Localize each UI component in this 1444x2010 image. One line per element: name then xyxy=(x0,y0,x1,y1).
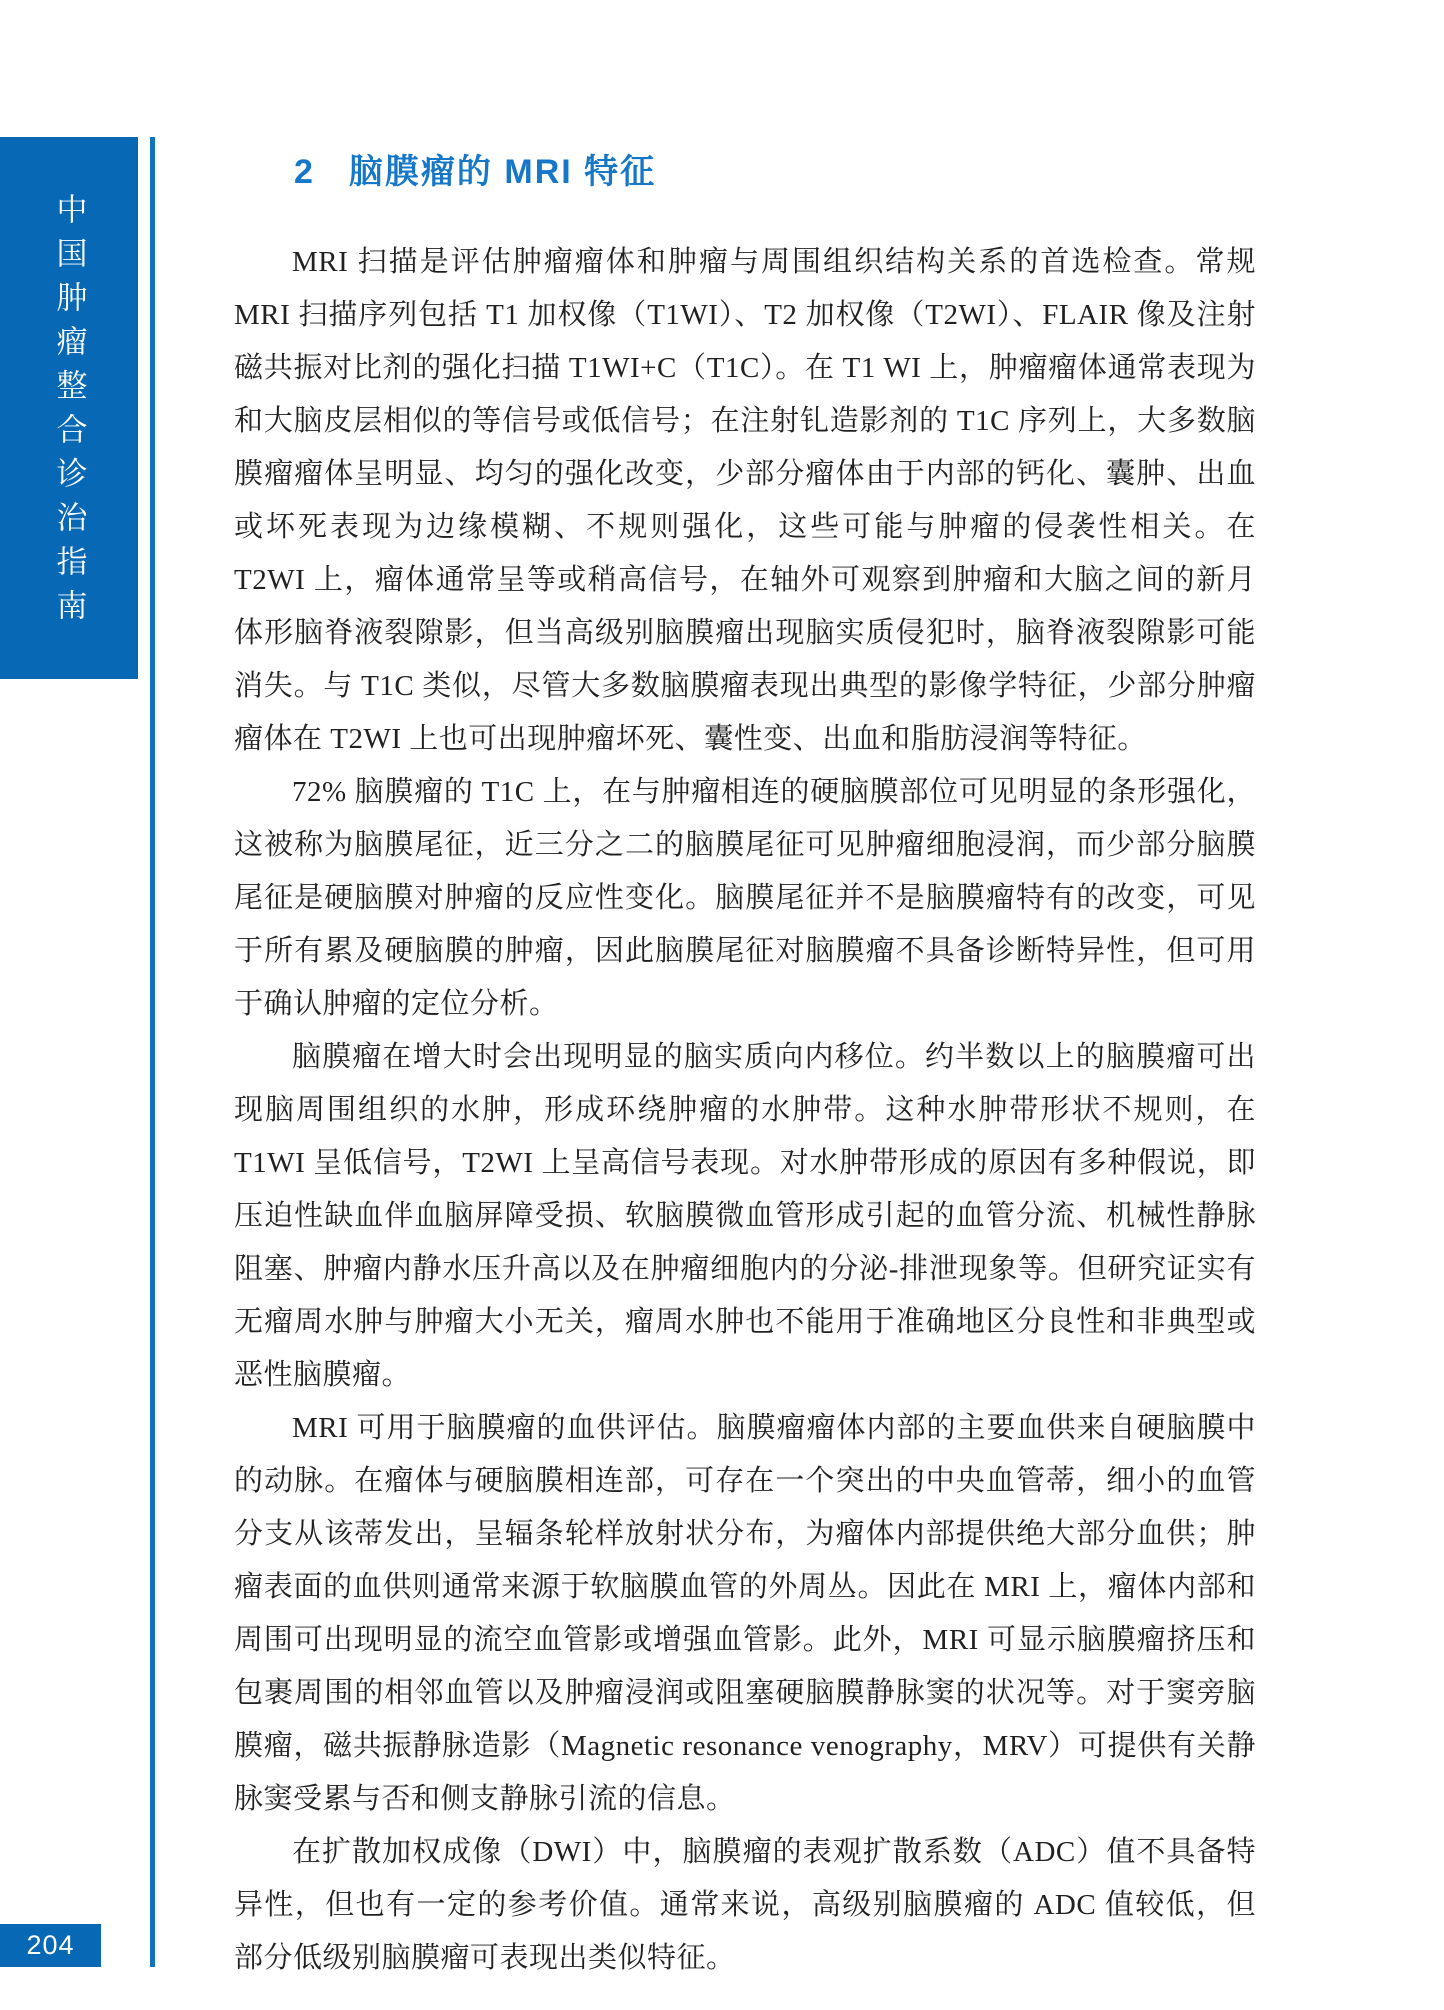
body-text xyxy=(234,236,1256,1985)
book-title-vertical: 中国肿瘤整合诊治指南 xyxy=(51,193,87,633)
divider-line xyxy=(150,137,155,1967)
paragraph: MRI 可用于脑膜瘤的血供评估。脑膜瘤瘤体内部的主要血供来自硬脑膜中的动脉。在瘤体与硬脑膜相连部，可存在一个突出的中央血管蒂，细小的血管分支从该蒂发出，呈辐条轮样放射状分布，为瘤体内部提供绝大部分血供；肿瘤表面的血供则通常来源于软脑膜血管的外周丛。因此在 MRI 上，瘤体内部和周围可出现明显的流空血管影或增强血管影。此外，MRI 可显示脑膜瘤挤压和包裹周围的相邻血管以及肿瘤浸润或阻塞硬脑膜静脉窦的状况等。对于窦旁脑膜瘤，磁共振静脉造影（Magnetic resonance venography，MRV）可提供有关静脉窦受累与否和侧支静脉引流的信息。 xyxy=(234,1412,1256,1815)
page-number: 204 xyxy=(26,1930,75,1960)
section-title: 脑膜瘤的 MRI 特征 xyxy=(348,153,657,191)
page-number-badge xyxy=(0,1924,101,1967)
sidebar-banner xyxy=(0,137,138,679)
section-number: 2 xyxy=(294,153,313,191)
paragraph: MRI 扫描是评估肿瘤瘤体和肿瘤与周围组织结构关系的首选检查。常规 MRI 扫描序列包括 T1 加权像（T1WI）、T2 加权像（T2WI）、FLAIR 像及注射磁共振对比剂的强化扫描 T1WI+C（T1C）。在 T1 WI 上，肿瘤瘤体通常表现为和大脑皮层相似的等信号或低信号；在注射钆造影剂的 T1C 序列上，大多数脑膜瘤瘤体呈明显、均匀的强化改变，少部分瘤体由于内部的钙化、囊肿、出血或坏死表现为边缘模糊、不规则强化，这些可能与肿瘤的侵袭性相关。在 T2WI 上，瘤体通常呈等或稍高信号，在轴外可观察到肿瘤和大脑之间的新月体形脑脊液裂隙影，但当高级别脑膜瘤出现脑实质侵犯时，脑脊液裂隙影可能消失。与 T1C 类似，尽管大多数脑膜瘤表现出典型的影像学特征，少部分肿瘤瘤体在 T2WI 上也可出现肿瘤坏死、囊性变、出血和脂肪浸润等特征。 xyxy=(234,246,1256,755)
paragraph: 72% 脑膜瘤的 T1C 上，在与肿瘤相连的硬脑膜部位可见明显的条形强化，这被称为脑膜尾征，近三分之二的脑膜尾征可见肿瘤细胞浸润，而少部分脑膜尾征是硬脑膜对肿瘤的反应性变化。脑膜尾征并不是脑膜瘤特有的改变，可见于所有累及硬脑膜的肿瘤，因此脑膜尾征对脑膜瘤不具备诊断特异性，但可用于确认肿瘤的定位分析。 xyxy=(234,776,1256,1020)
paragraph: 在扩散加权成像（DWI）中，脑膜瘤的表观扩散系数（ADC）值不具备特异性，但也有一定的参考价值。通常来说，高级别脑膜瘤的 ADC 值较低，但部分低级别脑膜瘤可表现出类似特征。 xyxy=(234,1836,1256,1974)
main-content xyxy=(234,152,1256,1985)
section-heading xyxy=(234,152,1256,192)
paragraph: 脑膜瘤在增大时会出现明显的脑实质向内移位。约半数以上的脑膜瘤可出现脑周围组织的水肿，形成环绕肿瘤的水肿带。这种水肿带形状不规则，在 T1WI 呈低信号，T2WI 上呈高信号表现。对水肿带形成的原因有多种假说，即压迫性缺血伴血脑屏障受损、软脑膜微血管形成引起的血管分流、机械性静脉阻塞、肿瘤内静水压升高以及在肿瘤细胞内的分泌-排泄现象等。但研究证实有无瘤周水肿与肿瘤大小无关，瘤周水肿也不能用于准确地区分良性和非典型或恶性脑膜瘤。 xyxy=(234,1041,1256,1391)
